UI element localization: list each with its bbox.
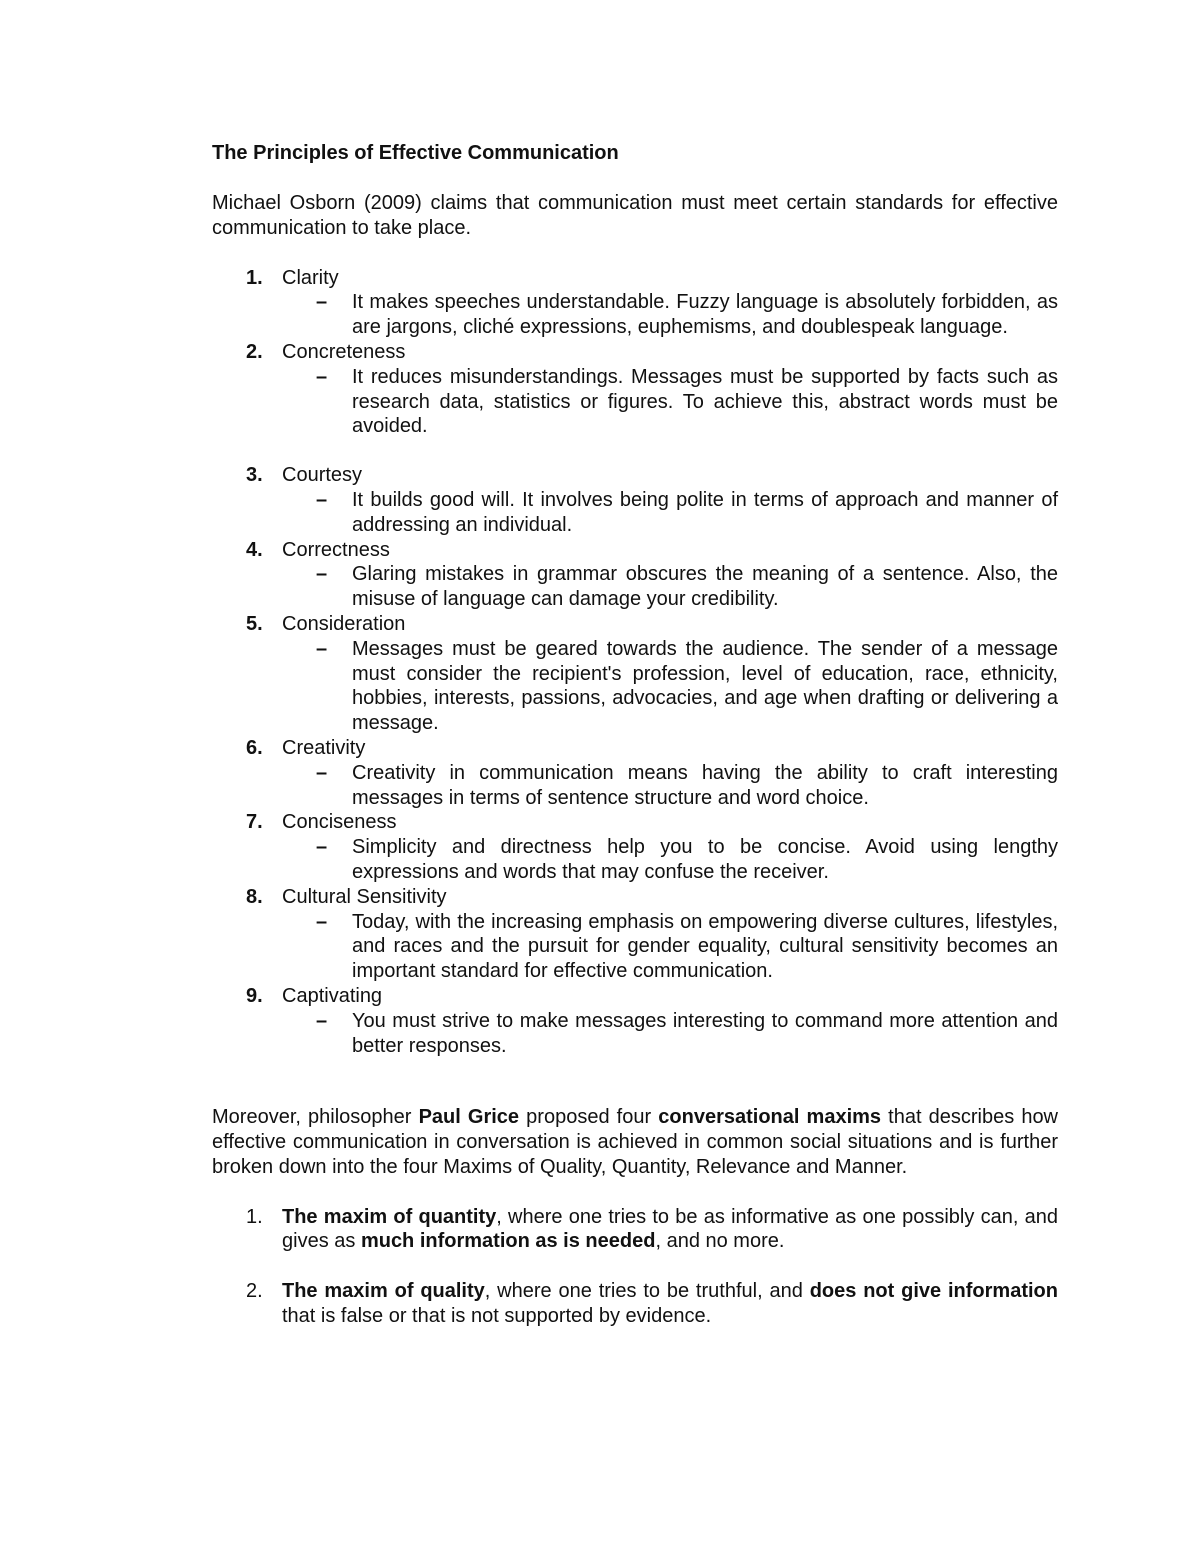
dash-bullet: – xyxy=(316,836,328,859)
principle-number: 7. xyxy=(246,811,263,834)
principle-description xyxy=(282,761,1058,811)
maxim-text-2: , and no more. xyxy=(655,1230,785,1253)
dash-bullet: – xyxy=(316,365,328,388)
principles-list xyxy=(212,266,1058,1059)
dash-bullet: – xyxy=(316,563,328,586)
principle-item-clarity xyxy=(212,266,1058,340)
principle-number: 3. xyxy=(246,464,263,487)
conversational-maxims-term: conversational maxims xyxy=(658,1106,882,1129)
principle-number: 1. xyxy=(246,266,263,289)
principle-item-courtesy xyxy=(212,463,1058,537)
principle-name: Creativity xyxy=(282,736,366,759)
maxim-term: The maxim of quantity xyxy=(282,1205,497,1228)
principle-item-consideration xyxy=(212,612,1058,736)
principle-description xyxy=(282,488,1058,538)
principle-name: Correctness xyxy=(282,538,390,561)
maxim-text-1: , where one tries to be truthful, and xyxy=(484,1280,810,1303)
maxim-text-1: , where one tries to be as informative as one possibly can, and gives as xyxy=(282,1205,1058,1253)
maxim-text-2: that is false or that is not supported by evidence. xyxy=(282,1305,712,1328)
maxim-number: 2. xyxy=(246,1280,263,1303)
principle-item-creativity xyxy=(212,736,1058,810)
intro-paragraph: Michael Osborn (2009) claims that communication must meet certain standards for effective communication to take place. xyxy=(212,192,1058,239)
principle-description-text: It builds good will. It involves being polite in terms of approach and manner of addressing an individual. xyxy=(352,488,1058,536)
principle-description-text: Simplicity and directness help you to be concise. Avoid using lengthy expressions and words that may confuse the receiver. xyxy=(352,836,1058,883)
principle-description-text: Today, with the increasing emphasis on empowering diverse cultures, lifestyles, and races and the pursuit for gender equality, cultural sensitivity becomes an important standard for effective communication. xyxy=(352,910,1058,983)
principle-name: Conciseness xyxy=(282,811,397,834)
principle-name: Courtesy xyxy=(282,464,363,487)
principle-name: Clarity xyxy=(282,266,339,289)
principle-description-text: Glaring mistakes in grammar obscures the meaning of a sentence. Also, the misuse of language can damage your credibility. xyxy=(352,563,1058,611)
principle-description xyxy=(282,290,1058,340)
principle-description-text: It makes speeches understandable. Fuzzy language is absolutely forbidden, as are jargons, cliché expressions, euphemisms, and doublespeak language. xyxy=(352,291,1058,339)
principle-item-concreteness xyxy=(212,340,1058,439)
principle-name: Consideration xyxy=(282,612,406,635)
dash-bullet: – xyxy=(316,1009,328,1032)
principle-name: Concreteness xyxy=(282,340,406,363)
maxim-item-quality xyxy=(212,1279,1058,1329)
principle-name: Cultural Sensitivity xyxy=(282,885,447,908)
principle-number: 5. xyxy=(246,612,263,635)
document-title: The Principles of Effective Communication xyxy=(212,142,619,164)
principle-number: 6. xyxy=(246,736,263,759)
principle-description xyxy=(282,910,1058,984)
maxim-term: The maxim of quality xyxy=(282,1280,485,1303)
principle-number: 8. xyxy=(246,885,263,908)
principle-description-text: It reduces misunderstandings. Messages must be supported by facts such as research data, statistics or figures. To achieve this, abstract words must be avoided. xyxy=(352,365,1058,438)
principle-description xyxy=(282,835,1058,885)
grice-text-3: that describes how effective communication in conversation is achieved in common social situations and is further broken down into the four Maxims of Quality, Quantity, Relevance and Manner. xyxy=(212,1106,1059,1178)
dash-bullet: – xyxy=(316,488,328,511)
principle-description-text: Messages must be geared towards the audience. The sender of a message must consider the recipient's profession, level of education, race, ethnicity, hobbies, interests, passions, advocacies, and age when drafting or delivering a message. xyxy=(352,637,1058,735)
maxim-number: 1. xyxy=(246,1205,263,1228)
principle-description xyxy=(282,365,1058,439)
maxims-list xyxy=(212,1205,1058,1329)
principle-item-captivating xyxy=(212,984,1058,1058)
dash-bullet: – xyxy=(316,761,328,784)
grice-text-2: proposed four xyxy=(519,1106,659,1129)
grice-text-1: Moreover, philosopher xyxy=(212,1106,419,1129)
document-page xyxy=(212,141,1058,1354)
principle-number: 2. xyxy=(246,340,263,363)
principle-item-correctness xyxy=(212,538,1058,612)
maxim-emphasis: does not give information xyxy=(809,1280,1058,1303)
dash-bullet: – xyxy=(316,637,328,660)
grice-paragraph xyxy=(212,1105,1058,1179)
principle-item-cultural-sensitivity xyxy=(212,885,1058,984)
grice-name: Paul Grice xyxy=(418,1106,520,1129)
principle-description xyxy=(282,637,1058,736)
principle-description xyxy=(282,1009,1058,1059)
principle-description-text: You must strive to make messages interesting to command more attention and better responses. xyxy=(352,1009,1058,1057)
principle-number: 9. xyxy=(246,984,263,1007)
maxim-item-quantity xyxy=(212,1205,1058,1255)
principle-description xyxy=(282,562,1058,612)
dash-bullet: – xyxy=(316,291,328,314)
principle-number: 4. xyxy=(246,538,263,561)
maxim-emphasis: much information as is needed xyxy=(360,1230,656,1253)
principle-name: Captivating xyxy=(282,984,383,1007)
principle-description-text: Creativity in communication means having the ability to craft interesting messages in terms of sentence structure and word choice. xyxy=(352,761,1058,809)
principle-item-conciseness xyxy=(212,810,1058,884)
dash-bullet: – xyxy=(316,910,328,933)
